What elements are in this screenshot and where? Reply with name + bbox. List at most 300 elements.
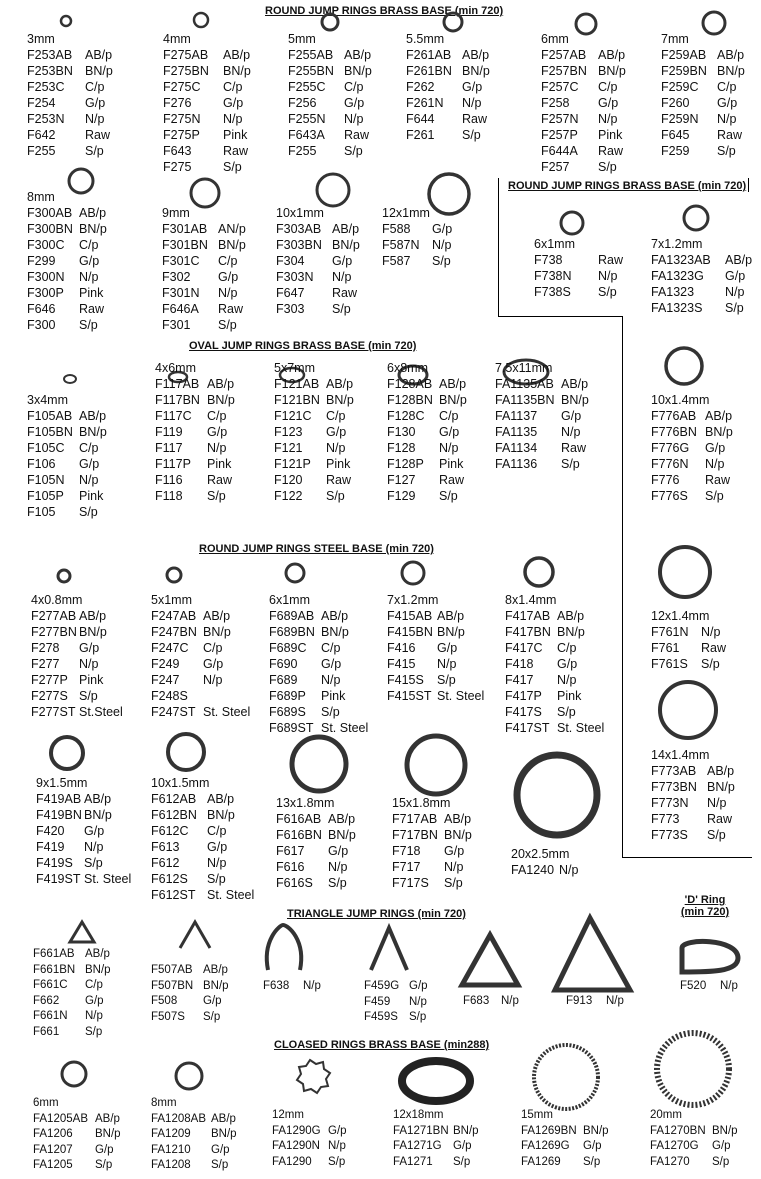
finish-label: S/p [203, 1010, 221, 1023]
product-group [163, 31, 251, 175]
finish-label: Pink [321, 689, 346, 703]
product-code: F643 [163, 144, 192, 158]
product-code: FA1208 [151, 1159, 191, 1171]
finish-label: G/p [326, 425, 347, 439]
product-row [288, 79, 372, 95]
finish-label: BN/p [705, 425, 733, 439]
finish-label: N/p [409, 995, 427, 1008]
product-row [661, 127, 745, 143]
size-label: 4x6mm [155, 361, 196, 375]
finish-label: AB/p [95, 1112, 120, 1125]
product-group [393, 1108, 479, 1170]
product-row [263, 979, 321, 995]
product-row [151, 994, 229, 1010]
product-code: F773 [651, 812, 680, 826]
product-row [151, 672, 250, 688]
product-row [33, 994, 111, 1010]
product-code: F776S [651, 489, 688, 503]
product-code: F248S [151, 689, 188, 703]
product-row [387, 608, 484, 624]
product-code: F717BN [392, 828, 438, 842]
product-row [274, 456, 354, 472]
product-code: F122 [274, 489, 303, 503]
product-row [27, 456, 107, 472]
finish-label: G/p [84, 824, 105, 838]
product-row [661, 95, 745, 111]
product-row [521, 1124, 609, 1140]
finish-label: AB/p [207, 377, 235, 391]
product-row [36, 871, 131, 887]
product-code: F612 [151, 856, 180, 870]
product-code: F247 [151, 673, 180, 687]
finish-label: N/p [501, 995, 519, 1007]
product-row [288, 95, 372, 111]
product-row [31, 656, 123, 672]
product-code: F259 [661, 144, 690, 158]
product-row [651, 268, 752, 284]
finish-label: N/p [705, 457, 725, 471]
product-row [155, 376, 235, 392]
product-row [661, 111, 745, 127]
product-code: F661N [33, 1010, 68, 1022]
product-code: F661C [33, 979, 68, 991]
product-row [163, 111, 251, 127]
finish-label: S/p [207, 872, 226, 886]
product-row [27, 111, 113, 127]
product-code: F261AB [406, 48, 452, 62]
finish-label: G/p [211, 1143, 230, 1156]
product-code: FA1290G [272, 1124, 321, 1137]
ring-image [191, 179, 219, 207]
product-code: F638 [263, 980, 290, 992]
product-row [651, 252, 752, 268]
product-row [27, 472, 107, 488]
finish-label: G/p [705, 441, 726, 455]
product-row [27, 317, 107, 333]
product-code: F419S [36, 856, 73, 870]
product-code: F738S [534, 285, 571, 299]
product-group [463, 994, 519, 1010]
product-row [33, 1025, 111, 1041]
ring-image [70, 922, 94, 942]
product-row [162, 253, 246, 269]
finish-label: Pink [439, 457, 464, 471]
finish-label: AB/p [707, 764, 735, 778]
size-label: 4mm [163, 32, 191, 46]
size-label: 20x2.5mm [511, 847, 570, 861]
product-row [661, 63, 745, 79]
product-row [162, 237, 246, 253]
product-row [387, 440, 467, 456]
finish-label: N/p [444, 860, 464, 874]
product-code: FA1271 [393, 1155, 433, 1168]
product-row [651, 472, 733, 488]
product-code: F261N [406, 96, 444, 110]
product-code: F773S [651, 828, 688, 842]
product-code: F123 [274, 425, 303, 439]
finish-label: C/p [207, 824, 227, 838]
finish-label: N/p [84, 840, 104, 854]
product-code: F255N [288, 112, 326, 126]
finish-label: S/p [725, 301, 744, 315]
product-group [276, 205, 360, 317]
finish-label: BN/p [211, 1128, 237, 1140]
finish-label: G/p [725, 269, 746, 283]
product-code: F276 [163, 96, 192, 110]
product-row [651, 284, 752, 300]
product-group [495, 360, 589, 472]
ring-image [61, 16, 71, 26]
product-code: F738N [534, 269, 572, 283]
product-group [151, 963, 229, 1025]
finish-label: S/p [207, 489, 226, 503]
finish-label: S/p [598, 285, 617, 299]
finish-label: G/p [203, 657, 224, 671]
product-row [534, 268, 623, 284]
finish-label: G/p [207, 425, 228, 439]
finish-label: Raw [701, 641, 727, 655]
finish-label: Raw [598, 253, 624, 267]
product-group [651, 608, 726, 672]
finish-label: Pink [79, 286, 104, 300]
product-row [151, 791, 254, 807]
product-code: F253BN [27, 64, 73, 78]
product-row [387, 488, 467, 504]
product-code: F120 [274, 473, 303, 487]
finish-label: G/p [598, 96, 619, 110]
product-group [272, 1108, 347, 1170]
finish-label: C/p [79, 441, 99, 455]
product-row [33, 1158, 121, 1174]
finish-label: G/p [453, 1140, 472, 1152]
product-row [392, 875, 472, 891]
product-code: F301C [162, 254, 200, 268]
finish-label: C/p [321, 641, 341, 655]
product-row [387, 472, 467, 488]
product-code: F617 [276, 844, 305, 858]
product-row [27, 205, 107, 221]
finish-label: AB/p [344, 48, 372, 62]
product-group [274, 360, 354, 504]
finish-label: BN/p [712, 1124, 738, 1137]
product-code: FA1270 [650, 1155, 690, 1168]
finish-label: BN/p [557, 625, 585, 639]
finish-label: AB/p [223, 48, 251, 62]
product-row [33, 978, 111, 994]
product-group [288, 31, 372, 159]
size-label: 8mm [27, 190, 55, 204]
product-group [36, 775, 131, 887]
product-group [31, 592, 123, 720]
finish-label: N/p [701, 625, 721, 639]
product-code: F717AB [392, 812, 438, 826]
product-row [651, 408, 733, 424]
finish-label: St. Steel [203, 705, 251, 719]
product-row [521, 1155, 609, 1171]
product-code: FA1271BN [393, 1124, 449, 1137]
finish-label: BN/p [84, 808, 112, 822]
finish-label: N/p [559, 863, 579, 877]
finish-label: BN/p [207, 808, 235, 822]
product-group [155, 360, 235, 504]
product-code: F303N [276, 270, 314, 284]
product-row [269, 640, 368, 656]
product-code: FA1134 [495, 441, 538, 455]
product-row [27, 408, 107, 424]
product-row [495, 440, 589, 456]
product-code: F661AB [33, 948, 75, 960]
product-group [27, 31, 113, 159]
product-code: F419AB [36, 792, 82, 806]
product-row [534, 252, 623, 268]
product-code: F118 [155, 489, 183, 503]
finish-label: BN/p [462, 64, 490, 78]
product-group [387, 360, 467, 504]
product-row [541, 47, 626, 63]
finish-label: BN/p [328, 828, 356, 842]
finish-label: BN/p [321, 625, 349, 639]
product-code: F644 [406, 112, 435, 126]
finish-label: S/p [85, 1025, 103, 1038]
product-code: F587N [382, 238, 420, 252]
product-row [288, 63, 372, 79]
product-code: F776 [651, 473, 680, 487]
ring-image [371, 928, 407, 970]
finish-label: G/p [95, 1143, 114, 1156]
product-code: F304 [276, 254, 305, 268]
finish-label: Raw [707, 812, 733, 826]
ring-image [555, 918, 630, 990]
product-code: F507BN [151, 979, 194, 992]
product-row [382, 221, 452, 237]
product-row [269, 688, 368, 704]
finish-label: AB/p [84, 792, 112, 806]
product-code: F761N [651, 625, 689, 639]
finish-label: AB/p [328, 812, 356, 826]
product-row [274, 472, 354, 488]
product-code: F253N [27, 112, 65, 126]
product-code: F127 [387, 473, 416, 487]
product-code: F255 [27, 144, 56, 158]
finish-label: S/p [453, 1155, 471, 1168]
finish-label: Raw [79, 302, 105, 316]
finish-label: BN/p [332, 238, 360, 252]
product-row [27, 79, 113, 95]
product-code: F277BN [31, 625, 77, 639]
product-group [392, 795, 472, 891]
product-row [651, 656, 726, 672]
finish-label: Raw [223, 144, 249, 158]
product-code: F417P [505, 689, 542, 703]
product-row [651, 827, 735, 843]
finish-label: C/p [598, 80, 618, 94]
finish-label: S/p [85, 144, 104, 158]
product-code: F301AB [162, 222, 208, 236]
product-code: F255C [288, 80, 326, 94]
size-label: 9x1.5mm [36, 776, 88, 790]
product-row [269, 608, 368, 624]
product-row [272, 1155, 347, 1171]
product-row [163, 47, 251, 63]
product-code: F773N [651, 796, 689, 810]
finish-label: N/p [207, 856, 227, 870]
finish-label: AB/p [203, 609, 231, 623]
product-code: F253C [27, 80, 65, 94]
product-row [541, 127, 626, 143]
product-code: F299 [27, 254, 56, 268]
product-row [276, 301, 360, 317]
finish-label: G/p [583, 1140, 602, 1152]
finish-label: N/p [561, 425, 581, 439]
product-row [651, 640, 726, 656]
ring-image [64, 375, 76, 383]
product-code: F278 [31, 641, 60, 655]
finish-label: N/p [321, 673, 341, 687]
product-code: F683 [463, 995, 490, 1007]
finish-label: G/p [557, 657, 578, 671]
finish-label: BN/p [561, 393, 589, 407]
product-code: FA1137 [495, 409, 538, 423]
product-row [393, 1155, 479, 1171]
finish-label: AB/p [561, 377, 589, 391]
product-code: F257C [541, 80, 579, 94]
product-code: F105 [27, 505, 56, 519]
finish-label: AB/p [326, 377, 354, 391]
product-row [163, 79, 251, 95]
ring-image [176, 1063, 202, 1089]
ring-image [62, 1062, 86, 1086]
product-row [31, 624, 123, 640]
product-row [274, 440, 354, 456]
finish-label: G/p [439, 425, 460, 439]
product-row [406, 95, 490, 111]
finish-label: AB/p [598, 48, 626, 62]
product-code: F121AB [274, 377, 320, 391]
product-code: F105C [27, 441, 65, 455]
product-row [27, 285, 107, 301]
finish-label: G/p [203, 995, 222, 1007]
product-group [651, 392, 733, 504]
product-row [651, 488, 733, 504]
finish-label: G/p [79, 641, 100, 655]
product-code: F645 [661, 128, 690, 142]
finish-label: S/p [444, 876, 463, 890]
finish-label: S/p [561, 457, 580, 471]
product-group [162, 205, 246, 333]
product-code: F419ST [36, 872, 81, 886]
product-code: FA1135BN [495, 393, 555, 407]
finish-label: S/p [79, 505, 98, 519]
size-label: 4x0.8mm [31, 593, 83, 607]
product-group [151, 775, 254, 903]
product-row [151, 688, 250, 704]
product-row [269, 656, 368, 672]
finish-label: S/p [583, 1155, 601, 1168]
finish-label: C/p [85, 80, 105, 94]
product-row [505, 720, 604, 736]
product-code: F718 [392, 844, 421, 858]
ring-image [684, 206, 708, 230]
product-code: F128AB [387, 377, 433, 391]
product-row [288, 127, 372, 143]
finish-label: BN/p [203, 979, 229, 992]
finish-label: Raw [705, 473, 731, 487]
product-row [151, 887, 254, 903]
product-code: FA1269 [521, 1155, 561, 1168]
finish-label: N/p [79, 270, 99, 284]
product-row [495, 456, 589, 472]
finish-label: C/p [223, 80, 243, 94]
product-row [651, 456, 733, 472]
finish-label: G/p [462, 80, 483, 94]
product-code: F300BN [27, 222, 73, 236]
finish-label: S/p [218, 318, 237, 332]
finish-label: N/p [79, 657, 99, 671]
product-row [387, 640, 484, 656]
product-row [33, 1009, 111, 1025]
product-row [505, 672, 604, 688]
product-row [392, 843, 472, 859]
product-row [406, 111, 490, 127]
finish-label: N/p [326, 441, 346, 455]
product-code: F520 [680, 980, 707, 992]
finish-label: BN/p [85, 963, 111, 976]
finish-label: G/p [223, 96, 244, 110]
product-code: F277AB [31, 609, 77, 623]
product-code: F689ST [269, 721, 314, 735]
product-row [162, 269, 246, 285]
size-label: 6x1mm [269, 593, 310, 607]
product-code: FA1206 [33, 1128, 73, 1140]
finish-label: C/p [207, 409, 227, 423]
product-code: FA1269BN [521, 1124, 577, 1137]
product-group [566, 994, 624, 1010]
product-code: FA1205 [33, 1159, 73, 1171]
product-code: F105AB [27, 409, 73, 423]
product-row [521, 1139, 609, 1155]
product-group [511, 846, 578, 878]
product-code: F255BN [288, 64, 334, 78]
product-row [406, 79, 490, 95]
product-code: F277 [31, 657, 60, 671]
product-code: F275N [163, 112, 201, 126]
product-code: F661BN [33, 963, 76, 976]
finish-label: N/p [344, 112, 364, 126]
product-row [155, 392, 235, 408]
product-row [36, 791, 131, 807]
product-code: FA1271G [393, 1140, 442, 1152]
product-code: FA1269G [521, 1140, 570, 1152]
finish-label: S/p [332, 302, 351, 316]
finish-label: S/p [432, 254, 451, 268]
finish-label: N/p [462, 96, 482, 110]
finish-label: S/p [328, 1155, 346, 1168]
finish-label: N/p [439, 441, 459, 455]
product-row [269, 720, 368, 736]
finish-label: AB/p [79, 609, 107, 623]
product-row [36, 807, 131, 823]
ring-image [194, 13, 208, 27]
product-code: F255AB [288, 48, 334, 62]
product-row [650, 1139, 738, 1155]
product-row [406, 127, 490, 143]
product-row [162, 317, 246, 333]
product-code: FA1209 [151, 1128, 191, 1140]
ring-image [666, 348, 702, 384]
product-code: F612AB [151, 792, 197, 806]
finish-label: N/p [223, 112, 243, 126]
product-code: F588 [382, 222, 411, 236]
